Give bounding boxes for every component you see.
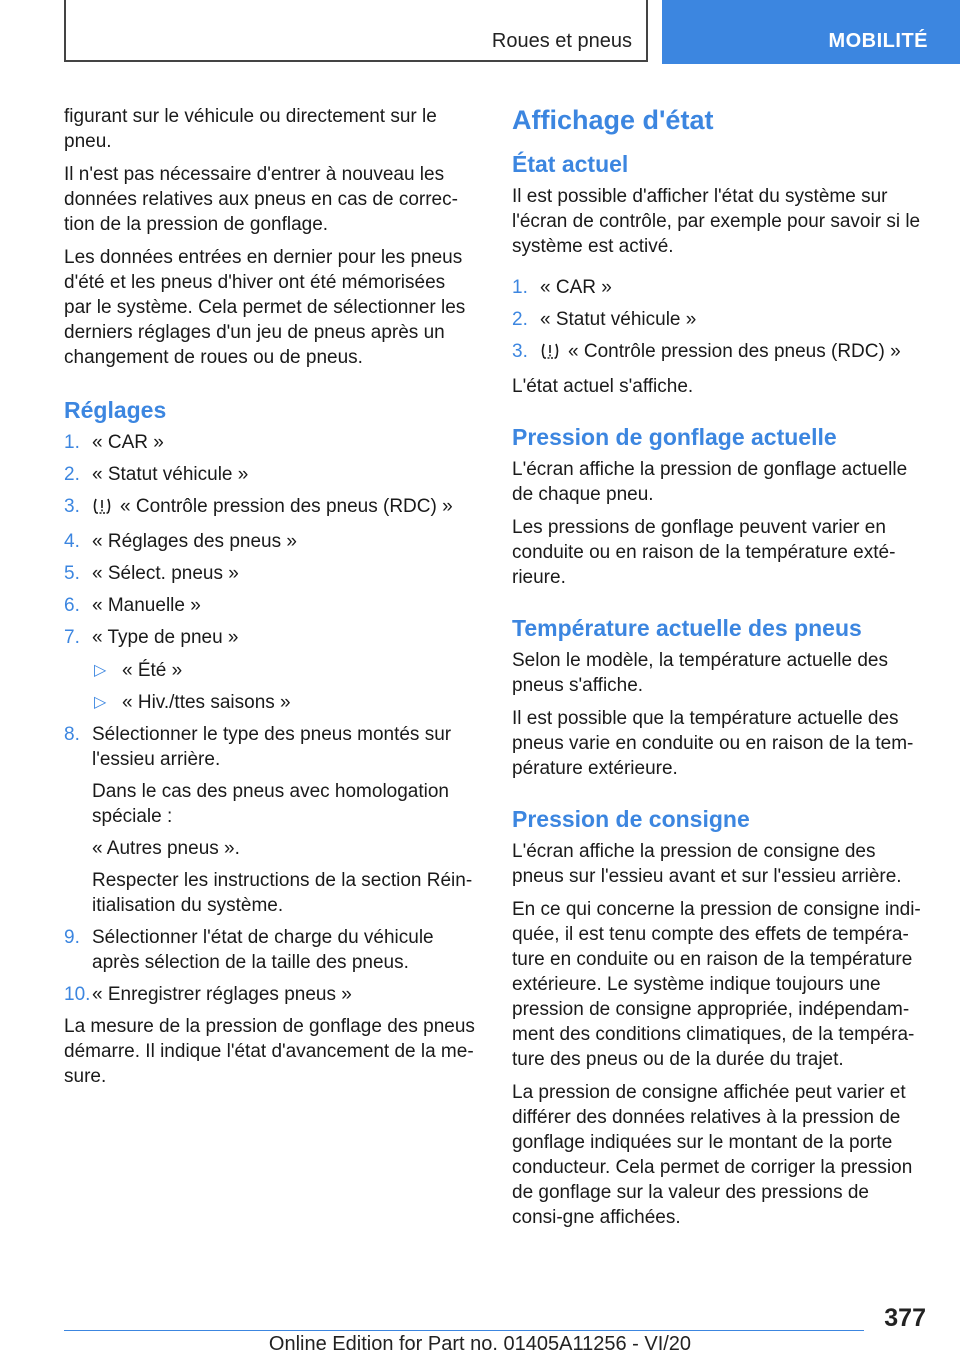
list-item: 3. « Contrôle pression des pneus (RDC) » [512,339,924,367]
triangle-right-icon: ▷ [94,662,107,679]
current-steps [512,275,924,367]
footer-divider [64,1330,864,1331]
header-chapter-tab [662,0,960,64]
list-item: 9. Sélectionner l'état de charge du véhicule après sélection de la taille des pneus. [64,927,434,973]
list-item: 1. « CAR » [512,277,612,298]
step-note: Dans le cas des pneus avec homologation spéciale : [92,781,450,827]
paragraph: La mesure de la pression de gonflage des pneus démarre. Il indique l'état d'avancement de la me-sure. [64,1016,475,1087]
left-column [64,104,476,1097]
list-item: 2. « Statut véhicule » [512,309,697,330]
list-item: 5. « Sélect. pneus » [64,563,239,584]
tire-pressure-warning-icon [92,497,112,522]
paragraph: figurant sur le véhicule ou directement sur le pneu. [64,106,437,152]
paragraph: En ce qui concerne la pression de consigne indi-quée, il est tenu compte des effets de tempéra-ture en conduite ou en raison de la température extérieure. Le système indique toujours une pression de consigne appropriée, indépendam-ment des conditions climatiques, de la tempéra-ture des pneus ou de la durée du trajet. [512,899,921,1070]
paragraph: La pression de consigne affichée peut varier et différer des données relatives à la pression de gonflage indiquées sur le montant de la porte conducteur. Cela permet de corriger la pression de gonflage sur la valeur des pressions de consi-gne affichées. [512,1082,913,1228]
pressure-heading: Pression de gonflage actuelle [512,424,837,450]
list-item: 10. « Enregistrer réglages pneus » [64,984,352,1005]
current-state-heading: État actuel [512,151,629,177]
chapter-title: MOBILITÉ [828,30,928,52]
sub-list-item: ▷ « Été » [94,660,183,681]
status-heading: Affichage d'état [512,105,714,135]
list-item: 3. « Contrôle pression des pneus (RDC) » [64,494,476,522]
section-title: Roues et pneus [491,30,632,52]
temperature-heading: Température actuelle des pneus [512,615,862,641]
sub-list-item: ▷ « Hiv./ttes saisons » [94,692,291,713]
paragraph: Il est possible d'afficher l'état du système sur l'écran de contrôle, par exemple pour savoir si le système est activé. [512,186,921,257]
tire-pressure-warning-icon [540,342,560,367]
list-item: 6. « Manuelle » [64,595,201,616]
step-note: Respecter les instructions de la section Réin-itialisation du système. [92,870,473,916]
right-column [512,104,924,1238]
step-note: « Autres pneus ». [92,838,240,859]
paragraph: L'écran affiche la pression de gonflage actuelle de chaque pneu. [512,459,908,505]
list-item: 7. « Type de pneu » ▷ « Été » ▷ « Hiv./ttes saisons » [64,625,476,715]
paragraph: Les pressions de gonflage peuvent varier en conduite ou en raison de la température exté-rieure. [512,517,896,588]
paragraph: L'état actuel s'affiche. [512,376,694,397]
list-item: 1. « CAR » [64,432,164,453]
list-item: 2. « Statut véhicule » [64,464,249,485]
triangle-right-icon: ▷ [94,694,107,711]
page-number: 377 [884,1304,926,1332]
target-pressure-heading: Pression de consigne [512,806,750,832]
list-item: 8. Sélectionner le type des pneus montés sur l'essieu arrière. Dans le cas des pneus avec homologation spéciale : « Autres pneus ». Respecter les instructions de la section Réin-itialisation du système. [64,722,476,918]
settings-steps [64,430,476,1007]
paragraph: Selon le modèle, la température actuelle des pneus s'affiche. [512,650,889,696]
settings-heading: Réglages [64,397,167,423]
paragraph: Il est possible que la température actuelle des pneus varie en conduite ou en raison de la tem-pérature extérieure. [512,708,914,779]
sub-list [92,658,476,715]
header-section-box [64,0,648,62]
list-item: 4. « Réglages des pneus » [64,531,297,552]
paragraph: Les données entrées en dernier pour les pneus d'été et les pneus d'hiver ont été mémorisées par le système. Cela permet de sélectionner les derniers réglages d'un jeu de pneus après un changement de roues ou de pneus. [64,247,466,368]
paragraph: Il n'est pas nécessaire d'entrer à nouveau les données relatives aux pneus en cas de correc-tion de la pression de gonflage. [64,164,458,235]
edition-note: Online Edition for Part no. 01405A11256 - VI/20 [268,1333,692,1355]
paragraph: L'écran affiche la pression de consigne des pneus sur l'essieu avant et sur l'essieu arrière. [512,841,902,887]
